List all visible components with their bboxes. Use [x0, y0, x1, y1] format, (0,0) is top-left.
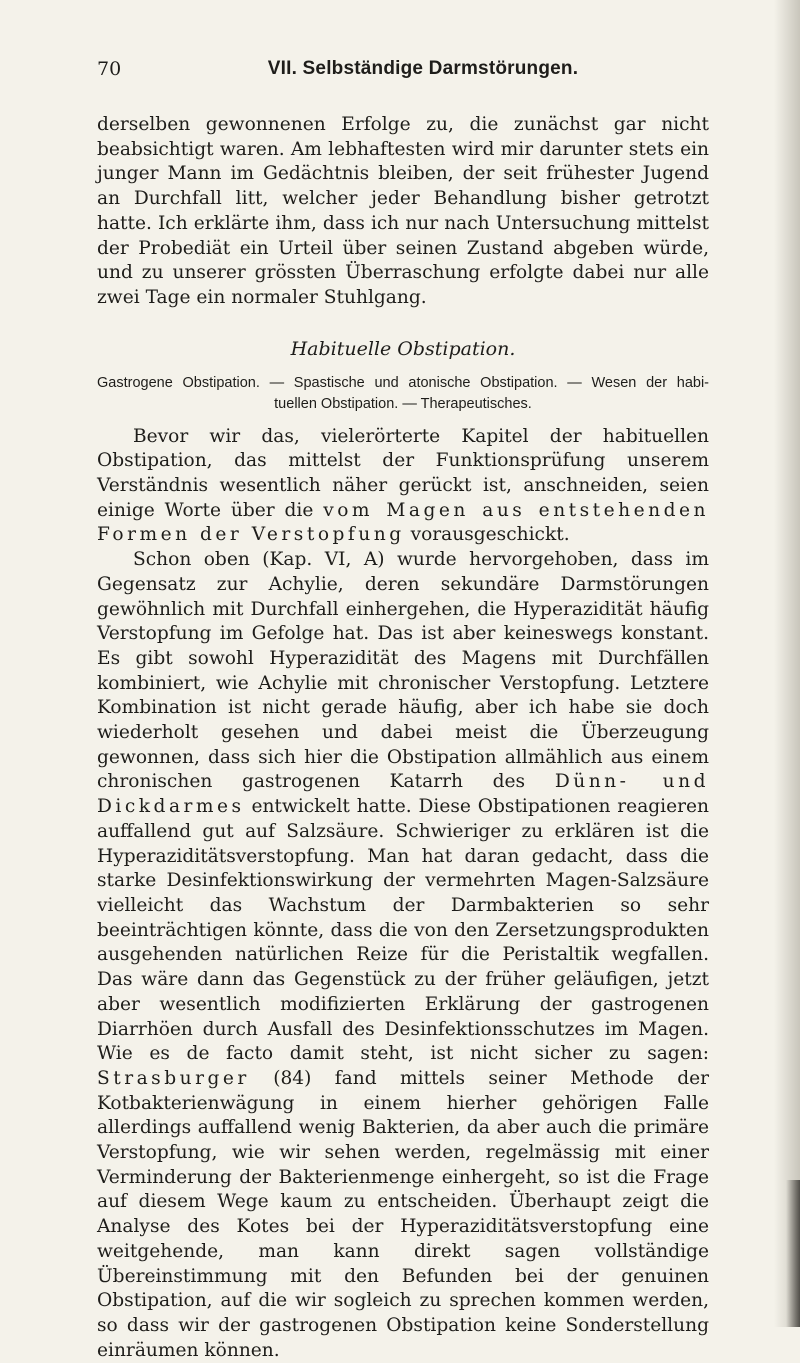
page-edge-shadow — [774, 0, 800, 1327]
paragraph-2-text-a: Bevor wir das, vielerörterte Kapitel der habituellen Obstipation, das mittelst der Funktionsprüfung unserem Verständnis wesentlich näher gerückt ist, anschneiden, seien einige Worte über die — [97, 425, 709, 521]
paragraph-3-text-e: (84) fand mittels seiner Methode der Kotbakterienwägung in einem hierher gehörigen Falle allerdings auffallend wenig Bakterien, da aber auch die primäre Verstopfung, wie wir sehen werden, regelmässig mit einer Verminderung der Bakterienmenge einhergeht, so ist die Frage auf diesem Wege kaum zu entscheiden. Überhaupt zeigt die Analyse des Kotes bei der Hyperaziditätsverstopfung eine weitgehende, man kann direkt sagen vollständige Übereinstimmung mit den Befunden bei der genuinen Obstipation, auf die wir sogleich zu sprechen kommen werden, so dass wir der gastrogenen Obstipation keine Sonderstellung einräumen können. — [97, 1067, 709, 1361]
paragraph-3-emphasis-darm: Dünn- und Dickdarmes — [97, 771, 709, 818]
page-header — [97, 58, 709, 88]
running-title: VII. Selbständige Darmstörungen. — [267, 58, 579, 79]
paragraph-1: derselben gewonnenen Erfolge zu, die zunächst gar nicht beabsichtigt waren. Am lebhaftesten wird mir darunter stets ein junger Mann im Gedächtnis bleiben, der seit frühester Jugend an Durchfall litt, welcher jeder Behandlung bisher getrotzt hatte. Ich erklärte ihm, dass ich nur nach Untersuchung mittelst der Probediät ein Urteil über seinen Zustand abgeben würde, und zu unserer grössten Überraschung erfolgte dabei nur alle zwei Tage ein normaler Stuhlgang. — [97, 114, 709, 308]
summary-line-2: tuellen Obstipation. — Therapeutisches. — [274, 395, 532, 412]
text-body — [97, 113, 709, 1363]
paragraph-2-emphasis: vom Magen aus entstehenden Formen der Verstopfung — [97, 499, 709, 546]
paragraph-2-text-c: vorausgeschickt. — [404, 524, 570, 546]
page-number: 70 — [97, 58, 122, 80]
section-summary — [97, 373, 709, 415]
paragraph-3-text-c: entwickelt hatte. Diese Obstipationen reagieren auffallend gut auf Salzsäure. Schwieriger zu erklären ist die Hyperaziditätsverstopfung. Man hat daran gedacht, dass die starke Desinfektionswirkung der vermehrten Magen-Salzsäure vielleicht das Wachstum der Darmbakterien so sehr beeinträchtigen könnte, dass die von den Zersetzungsprodukten ausgehenden natürlichen Reize für die Peristaltik wegfallen. Das wäre dann das Gegenstück zu der früher geläufigen, jetzt aber wesentlich modifizierten Erklärung der gastrogenen Diarrhöen durch Ausfall des Desinfektionsschutzes im Magen. Wie es de facto damit steht, ist nicht sicher zu sagen: — [97, 796, 709, 1065]
paragraph-3 — [97, 548, 709, 1363]
paragraph-2 — [97, 425, 709, 549]
section-title: Habituelle Obstipation. — [290, 337, 516, 360]
paragraph-3-author-name: Strasburger — [97, 1067, 250, 1089]
paragraph-3-text-a: Schon oben (Kap. VI, A) wurde hervorgehoben, dass im Gegensatz zur Achylie, deren sekundäre Darmstörungen gewöhnlich mit Durchfall einhergehen, die Hyperazidität häufig Verstopfung im Gefolge hat. Das ist aber keineswegs konstant. Es gibt sowohl Hyperazidität des Magens mit Durchfällen kombiniert, wie Achylie mit chronischer Verstopfung. Letztere Kombination ist nicht gerade häufig, aber ich habe sie doch wiederholt gesehen und dabei meist die Überzeugung gewonnen, dass sich hier die Obstipation allmählich aus einem chronischen gastrogenen Katarrh des — [97, 549, 709, 793]
summary-line-1: Gastrogene Obstipation. — Spastische und atonische Obstipation. — Wesen der habi- — [97, 374, 709, 391]
page-edge-dark — [786, 1180, 800, 1327]
